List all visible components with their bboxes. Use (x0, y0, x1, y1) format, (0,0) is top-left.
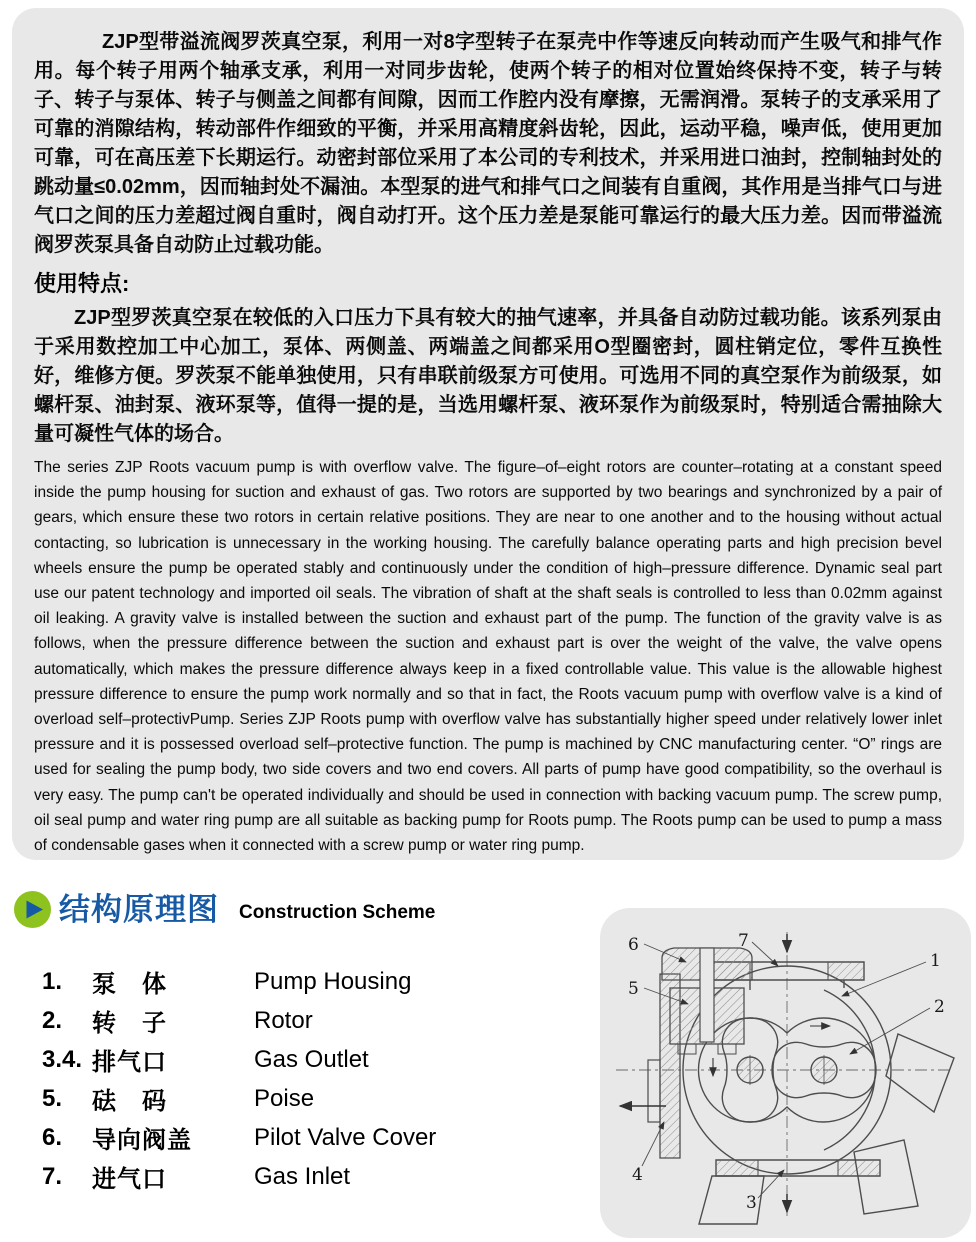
description-paragraph-en: The series ZJP Roots vacuum pump is with overflow valve. The figure–of–eight rotors are counter–rotating at a constant speed inside the pump housing for suction and exhaust of gas. Two rotors are supported by two bearings and synchronized by a pair of gears, which ensure these two rotors in certain relative positions. They are near to one another and to the housing without actual contacting, so lubrication is unnecessary in the working housing. The carefully balance operating parts and high precision bevel wheels ensure the pump be operated stably and continuously under the condition of high–pressure difference. Dynamic seal part use our patent technology and imported oil seals. The vibration of shaft at the shaft seals is controlled to less than 0.02mm against oil leaking. A gravity valve is installed between the suction and exhaust part of the pump. The function of the gravity valve is as follows, when the pressure difference between the suction and exhaust part is over the weight of the valve, the valve opens automatically, which makes the pressure difference always keep in a fixed controllable value. This value is the allowable highest pressure difference to ensure the pump work normally and so that in fact, the Roots vacuum pump with overflow valve is a kind of overload self–protectivPump. Series ZJP Roots pump with overflow valve has substantially higher speed under relatively lower inlet pressure and it is possessed overload self–protective function. The pump is machined by CNC manufacturing center. “O” rings are used for sealing the pump body, two side covers and two end covers. All parts of pump have good compatibility, so the overhaul is very easy. The pump can't be operated individually and should be used in connection with backing vacuum pump. The screw pump, oil seal pump and water ring pump are all suitable as backing pump for Roots pump. The Roots pump can be used to pump a mass of condensable gases when it connected with a screw pump or water ring pump. (34, 459, 942, 855)
callout-3: 3 (746, 1193, 757, 1213)
intro-paragraph-zh: ZJP型带溢流阀罗茨真空泵，利用一对8字型转子在泵壳中作等速反向转动而产生吸气和排气作用。每个转子用两个轴承支承，利用一对同步齿轮，使两个转子的相对位置始终保持不变，转子与转子、转子与泵体、转子与侧盖之间都有间隙，因而工作腔内没有摩擦，无需润滑。泵转子的支承采用了可靠的消隙结构，转动部件作细致的平衡，并采用高精度斜齿轮，因此，运动平稳，噪声低，使用更加可靠，可在高压差下长期运行。动密封部位采用了本公司的专利技术，并采用进口油封，控制轴封处的跳动量≤0.02mm，因而轴封处不漏油。本型泵的进气和排气口之间装有自重阀，其作用是当排气口与进气口之间的压力差超过阀自重时，阀自动打开。这个压力差是泵能可靠运行的最大压力差。因而带溢流阀罗茨泵具备自动防止过载功能。 (34, 31, 942, 256)
part-row-pilot-valve-cover (42, 1118, 582, 1157)
part-row-poise (42, 1079, 582, 1118)
part-name-zh: 导向阀盖 (92, 1127, 192, 1154)
part-name-zh: 泵 体 (92, 971, 167, 998)
part-name-en: Pilot Valve Cover (254, 1123, 437, 1151)
part-name-en: Gas Inlet (254, 1162, 351, 1190)
callout-7: 7 (738, 931, 749, 951)
part-name-en: Gas Outlet (254, 1045, 369, 1073)
part-row-gas-inlet (42, 1157, 582, 1196)
part-name-zh: 排气口 (92, 1049, 167, 1076)
part-number: 2. (42, 1006, 63, 1034)
construction-diagram-box (600, 908, 971, 1238)
callout-1: 1 (930, 951, 941, 971)
part-number: 1. (42, 967, 63, 995)
pump-cross-section-drawing (600, 908, 971, 1238)
part-row-rotor (42, 1001, 582, 1040)
valve-stem-part (700, 948, 714, 1042)
part-number: 3.4. (42, 1045, 83, 1073)
parts-list (42, 962, 582, 1196)
part-number: 7. (42, 1162, 63, 1190)
section-header (14, 888, 435, 930)
part-name-zh: 转 子 (92, 1010, 167, 1037)
part-name-en: Poise (254, 1084, 315, 1112)
section-title-en: Construction Scheme (239, 902, 436, 923)
part-name-zh: 进气口 (92, 1166, 167, 1193)
features-heading: 使用特点: (34, 271, 130, 296)
callout-4: 4 (632, 1165, 643, 1185)
play-circle-icon (14, 891, 51, 928)
intro-box (12, 8, 964, 860)
callout-2: 2 (934, 997, 945, 1017)
part-name-en: Rotor (254, 1006, 313, 1034)
part-number: 5. (42, 1084, 63, 1112)
part-name-en: Pump Housing (254, 967, 412, 995)
side-bracket (886, 1034, 954, 1112)
section-title-zh: 结构原理图 (59, 891, 219, 927)
part-number: 6. (42, 1123, 63, 1151)
part-row-gas-outlet (42, 1040, 582, 1079)
part-name-zh: 砝 码 (92, 1088, 167, 1115)
callout-5: 5 (628, 979, 639, 999)
part-row-pump-housing (42, 962, 582, 1001)
callout-6: 6 (628, 935, 639, 955)
features-paragraph-zh: ZJP型罗茨真空泵在较低的入口压力下具有较大的抽气速率，并具备自动防过载功能。该系列泵由于采用数控加工中心加工，泵体、两侧盖、两端盖之间都采用O型圈密封，圆柱销定位，零件互换性好，维修方便。罗茨泵不能单独使用，只有串联前级泵方可使用。可选用不同的真空泵作为前级泵，如螺杆泵、油封泵、液环泵等，值得一提的是，当选用螺杆泵、液环泵作为前级泵时，特别适合需抽除大量可凝性气体的场合。 (34, 307, 942, 445)
